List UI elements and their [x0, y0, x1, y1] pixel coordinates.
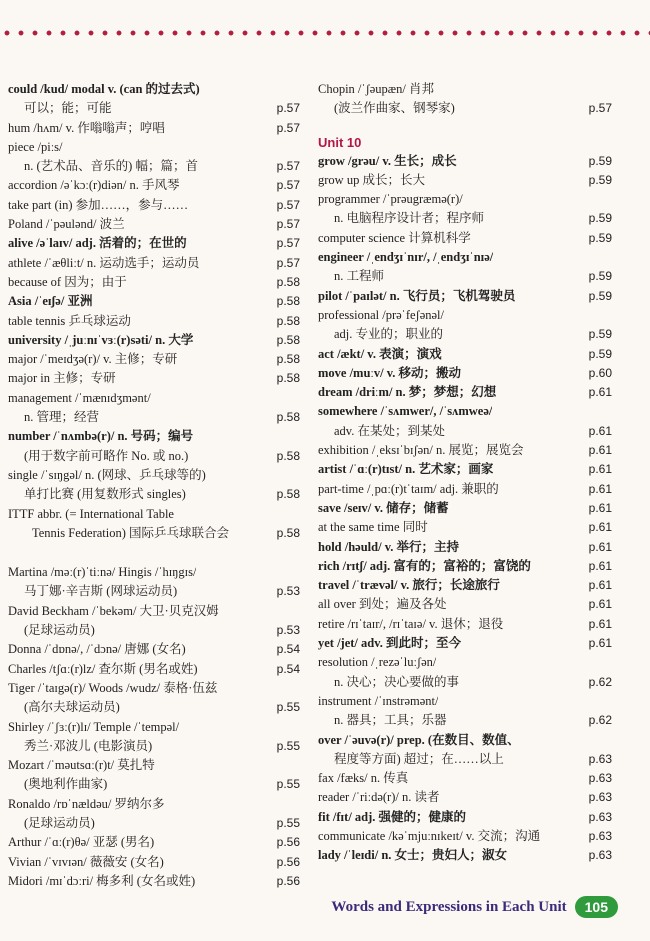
page-reference: p.59: [588, 230, 612, 245]
entry-line: [318, 788, 612, 807]
entry-text: adv. 在某处；到某处: [334, 423, 445, 438]
glossary-entry: [8, 660, 300, 679]
entry-line: [318, 325, 612, 344]
glossary-entry: [318, 827, 612, 846]
page-reference: p.53: [276, 623, 300, 638]
entry-line: [318, 499, 612, 518]
page-reference: p.57: [276, 178, 300, 193]
section-gap: [8, 543, 300, 563]
page-reference: p.61: [588, 385, 612, 400]
entry-text: n. 工程师: [334, 269, 385, 284]
entry-line: [318, 287, 612, 306]
entry-text: because of 因为；由于: [8, 274, 127, 289]
page-reference: p.62: [588, 674, 612, 689]
glossary-entry: [8, 119, 300, 138]
entry-text: reader /ˈriːdə(r)/ n. 读者: [318, 790, 440, 805]
page-reference: p.58: [276, 352, 300, 367]
entry-line: [318, 402, 612, 421]
page-reference: p.59: [588, 346, 612, 361]
entry-line: [8, 369, 300, 388]
entry-text: engineer /ˌendʒɪˈnɪr/, /ˌendʒɪˈnɪə/: [318, 250, 494, 265]
entry-line: [8, 718, 300, 737]
entry-text: n. 管理；经营: [24, 410, 100, 425]
entry-text: grow /grəu/ v. 生长；成长: [318, 153, 457, 168]
entry-line: [318, 267, 612, 286]
page-reference: p.58: [276, 410, 300, 425]
entry-text: (高尔夫球运动员): [24, 700, 120, 715]
glossary-entry: [8, 369, 300, 388]
page-reference: p.61: [588, 597, 612, 612]
glossary-entry: [318, 731, 612, 770]
page-reference: p.57: [276, 255, 300, 270]
page-reference: p.59: [588, 327, 612, 342]
entry-text: Charles /tʃɑː(r)lz/ 查尔斯 (男名或姓): [8, 661, 198, 676]
page-reference: p.54: [276, 642, 300, 657]
entry-text: 程度等方面) 超过；在……以上: [334, 751, 504, 766]
entry-text: lady /ˈleɪdi/ n. 女士；贵妇人；淑女: [318, 848, 508, 863]
page-reference: p.55: [276, 700, 300, 715]
page-reference: p.57: [276, 236, 300, 251]
page-reference: p.61: [588, 558, 612, 573]
right-column: [318, 80, 612, 866]
glossary-entry: [318, 576, 612, 595]
entry-line: [318, 441, 612, 460]
entry-text: piece /piːs/: [8, 139, 63, 154]
glossary-entry: [8, 331, 300, 350]
page-reference: p.58: [276, 313, 300, 328]
glossary-entry: [8, 196, 300, 215]
entry-line: [318, 229, 612, 248]
glossary-entry: [318, 287, 612, 306]
glossary-entry: [8, 505, 300, 544]
page-reference: p.58: [276, 448, 300, 463]
glossary-entry: [318, 846, 612, 865]
entry-line: [318, 518, 612, 537]
entry-text: (足球运动员): [24, 623, 95, 638]
glossary-entry: [318, 557, 612, 576]
page-footer: [298, 896, 618, 918]
glossary-entry: [318, 248, 612, 287]
entry-line: [318, 827, 612, 846]
page-reference: p.61: [588, 636, 612, 651]
entry-line: [8, 737, 300, 756]
entry-line: [8, 273, 300, 292]
entry-line: [8, 853, 300, 872]
entry-line: [8, 331, 300, 350]
glossary-entry: [8, 872, 300, 891]
entry-text: instrument /ˈɪnstrəmənt/: [318, 693, 439, 708]
entry-text: save /seɪv/ v. 储存；储蓄: [318, 500, 449, 515]
entry-text: Arthur /ˈɑː(r)θə/ 亚瑟 (男名): [8, 835, 155, 850]
entry-text: resolution /ˌrezəˈluːʃən/: [318, 655, 437, 670]
unit-heading: Unit 10: [318, 134, 362, 150]
entry-text: computer science 计算机科学: [318, 230, 471, 245]
entry-line: [318, 171, 612, 190]
entry-line: [8, 312, 300, 331]
entry-line: [8, 756, 300, 775]
page-reference: p.57: [276, 197, 300, 212]
entry-text: n. (艺术品、音乐的) 幅；篇；首: [24, 159, 198, 174]
entry-text: Donna /ˈdɒnə/, /ˈdɔnə/ 唐娜 (女名): [8, 642, 186, 657]
page-reference: p.61: [588, 616, 612, 631]
glossary-entry: [318, 480, 612, 499]
entry-line: [8, 582, 300, 601]
entry-line: [8, 119, 300, 138]
entry-line: [8, 157, 300, 176]
entry-text: (奥地利作曲家): [24, 777, 108, 792]
entry-line: [8, 215, 300, 234]
page-reference: p.61: [588, 520, 612, 535]
entry-text: accordion /əˈkɔː(r)diən/ n. 手风琴: [8, 178, 180, 193]
entry-text: professional /prəˈfeʃənəl/: [318, 307, 444, 322]
glossary-entry: [318, 692, 612, 731]
glossary-entry: [318, 518, 612, 537]
glossary-entry: [318, 402, 612, 441]
page-reference: p.55: [276, 815, 300, 830]
glossary-entry: [8, 254, 300, 273]
entry-line: [8, 138, 300, 157]
entry-text: (波兰作曲家、钢琴家): [334, 101, 455, 116]
glossary-entry: [318, 383, 612, 402]
page-reference: p.61: [588, 578, 612, 593]
entry-text: (用于数字前可略作 No. 或 no.): [24, 448, 189, 463]
entry-line: [318, 306, 612, 325]
entry-line: [318, 692, 612, 711]
page-reference: p.56: [276, 873, 300, 888]
entry-line: [318, 769, 612, 788]
entry-text: hum /hʌm/ v. 作嗡嗡声；哼唱: [8, 120, 165, 135]
glossary-entry: [318, 788, 612, 807]
entry-text: 秀兰·邓波儿 (电影演员): [24, 738, 153, 753]
entry-text: table tennis 乒乓球运动: [8, 313, 131, 328]
glossary-entry: [318, 80, 612, 119]
entry-line: [8, 176, 300, 195]
glossary-entry: [318, 499, 612, 518]
entry-text: ITTF abbr. (= International Table: [8, 506, 174, 521]
page-reference: p.54: [276, 661, 300, 676]
page-reference: p.61: [588, 462, 612, 477]
page-reference: p.57: [276, 120, 300, 135]
entry-line: [8, 80, 300, 99]
page-reference: p.58: [276, 371, 300, 386]
entry-text: move /muːv/ v. 移动；搬动: [318, 365, 462, 380]
glossary-entry: [318, 595, 612, 614]
entry-line: [318, 711, 612, 730]
glossary-entry: [8, 215, 300, 234]
entry-text: management /ˈmænɪdʒmənt/: [8, 390, 151, 405]
entry-text: over /ˈəuvə(r)/ prep. (在数目、数值、: [318, 732, 520, 747]
entry-text: Poland /ˈpəulənd/ 波兰: [8, 217, 125, 232]
entry-line: [318, 248, 612, 267]
entry-text: Mozart /ˈməutsɑː(r)t/ 莫扎特: [8, 758, 155, 773]
entry-line: [8, 350, 300, 369]
glossary-entry: [318, 808, 612, 827]
page-reference: p.63: [588, 848, 612, 863]
entry-line: [8, 833, 300, 852]
glossary-entry: [8, 466, 300, 505]
glossary-entry: [318, 190, 612, 229]
glossary-entry: [8, 795, 300, 834]
entry-line: [318, 576, 612, 595]
entry-text: Asia /ˈeɪʃə/ 亚洲: [8, 294, 93, 309]
entry-text: communicate /kəˈmjuːnɪkeɪt/ v. 交流；沟通: [318, 828, 541, 843]
entry-text: Midori /mɪˈdɔːri/ 梅多利 (女名或姓): [8, 873, 196, 888]
entry-text: 马丁娜·辛吉斯 (网球运动员): [24, 584, 178, 599]
glossary-entry: [8, 80, 300, 119]
entry-line: [318, 808, 612, 827]
entry-line: [318, 634, 612, 653]
entry-line: [318, 383, 612, 402]
entry-text: athlete /ˈæθliːt/ n. 运动选手；运动员: [8, 255, 200, 270]
left-column: [8, 80, 300, 891]
entry-text: grow up 成长；长大: [318, 172, 425, 187]
page-reference: p.63: [588, 828, 612, 843]
page-reference: p.61: [588, 481, 612, 496]
glossary-entry: [318, 538, 612, 557]
glossary-entry: [8, 853, 300, 872]
page-reference: p.58: [276, 332, 300, 347]
entry-text: alive /əˈlaɪv/ adj. 活着的；在世的: [8, 236, 187, 251]
entry-text: (足球运动员): [24, 815, 95, 830]
page-reference: p.63: [588, 751, 612, 766]
entry-text: Martina /məː(r)ˈtiːnə/ Hingis /ˈhɪŋgɪs/: [8, 565, 197, 580]
entry-line: [318, 538, 612, 557]
page-reference: p.59: [588, 269, 612, 284]
entry-text: Chopin /ˈʃəupæn/ 肖邦: [318, 82, 434, 96]
entry-line: [8, 524, 300, 543]
entry-line: [318, 846, 612, 865]
entry-line: [8, 389, 300, 408]
page-reference: p.61: [588, 443, 612, 458]
entry-text: dream /driːm/ n. 梦；梦想；幻想: [318, 385, 497, 400]
glossary-entry: [8, 350, 300, 369]
page-reference: p.61: [588, 539, 612, 554]
glossary-entry: [8, 602, 300, 641]
page-reference: p.53: [276, 584, 300, 599]
entry-text: programmer /ˈprəugræmə(r)/: [318, 192, 463, 207]
entry-text: fit /fɪt/ adj. 强健的；健康的: [318, 809, 467, 824]
page-reference: p.63: [588, 809, 612, 824]
entry-line: [8, 775, 300, 794]
entry-text: hold /həuld/ v. 举行；主持: [318, 539, 460, 554]
entry-line: [8, 447, 300, 466]
entry-line: [318, 460, 612, 479]
entry-text: exhibition /ˌeksɪˈbɪʃən/ n. 展览；展览会: [318, 443, 524, 458]
page-reference: p.60: [588, 365, 612, 380]
entry-text: could /kud/ modal v. (can 的过去式): [8, 82, 200, 96]
entry-line: [318, 364, 612, 383]
entry-line: [8, 466, 300, 485]
entry-text: yet /jet/ adv. 到此时；至今: [318, 636, 462, 651]
entry-text: number /ˈnʌmbə(r)/ n. 号码；编号: [8, 429, 194, 444]
page-reference: p.61: [588, 423, 612, 438]
entry-text: Ronaldo /rɒˈnældəu/ 罗纳尔多: [8, 796, 165, 811]
entry-text: part-time /ˌpɑː(r)tˈtaɪm/ adj. 兼职的: [318, 481, 499, 496]
page-reference: p.62: [588, 713, 612, 728]
entry-line: [8, 563, 300, 582]
glossary-entry: [8, 640, 300, 659]
glossary-entry: [8, 176, 300, 195]
page-reference: p.58: [276, 525, 300, 540]
entry-text: n. 决心；决心要做的事: [334, 674, 460, 689]
glossary-entry: [8, 563, 300, 602]
entry-line: [8, 254, 300, 273]
entry-text: rich /rɪtʃ/ adj. 富有的；富裕的；富饶的: [318, 558, 531, 573]
glossary-entry: [8, 718, 300, 757]
entry-line: [8, 602, 300, 621]
entry-line: [318, 731, 612, 750]
entry-text: adj. 专业的；职业的: [334, 327, 444, 342]
entry-text: artist /ˈɑː(r)tɪst/ n. 艺术家；画家: [318, 462, 494, 477]
entry-text: n. 电脑程序设计者；程序师: [334, 211, 485, 226]
glossary-entry: [8, 679, 300, 718]
entry-text: 单打比赛 (用复数形式 singles): [24, 487, 186, 502]
glossary-entry: [8, 756, 300, 795]
entry-line: [8, 196, 300, 215]
entry-line: [318, 595, 612, 614]
page-reference: p.56: [276, 835, 300, 850]
entry-line: [318, 80, 612, 99]
entry-line: [318, 190, 612, 209]
entry-line: [8, 814, 300, 833]
decorative-dot-border: [0, 30, 650, 36]
entry-line: [318, 480, 612, 499]
entry-text: somewhere /ˈsʌmwer/, /ˈsʌmweə/: [318, 404, 493, 419]
page-reference: p.58: [276, 274, 300, 289]
glossary-entry: [318, 306, 612, 345]
page-reference: p.55: [276, 738, 300, 753]
entry-text: fax /fæks/ n. 传真: [318, 771, 409, 786]
entry-line: [8, 679, 300, 698]
glossary-entry: [318, 653, 612, 692]
entry-text: n. 器具；工具；乐器: [334, 713, 447, 728]
glossary-entry: [318, 364, 612, 383]
glossary-entry: [318, 229, 612, 248]
entry-text: Shirley /ˈʃɜː(r)lɪ/ Temple /ˈtempəl/: [8, 719, 180, 734]
entry-text: at the same time 同时: [318, 520, 428, 535]
entry-line: [318, 557, 612, 576]
entry-line: [8, 485, 300, 504]
glossary-entry: [8, 389, 300, 428]
page-reference: p.57: [588, 101, 612, 116]
entry-text: 可以；能；可能: [24, 101, 112, 116]
entry-text: travel /ˈtrævəl/ v. 旅行；长途旅行: [318, 578, 500, 593]
glossary-entry: [8, 427, 300, 466]
glossary-entry: [8, 312, 300, 331]
glossary-entry: [8, 234, 300, 253]
glossary-entry: [318, 460, 612, 479]
entry-line: [8, 698, 300, 717]
entry-line: [318, 422, 612, 441]
page-reference: p.59: [588, 153, 612, 168]
page-reference: p.61: [588, 500, 612, 515]
glossary-entry: [318, 152, 612, 171]
entry-line: [318, 750, 612, 769]
entry-line: [318, 99, 612, 118]
entry-line: [8, 621, 300, 640]
glossary-entry: [8, 833, 300, 852]
entry-text: major in 主修；专研: [8, 371, 116, 386]
entry-line: [318, 152, 612, 171]
entry-text: David Beckham /ˈbekəm/ 大卫·贝克汉姆: [8, 603, 219, 618]
glossary-entry: [318, 345, 612, 364]
glossary-entry: [318, 634, 612, 653]
entry-line: [318, 209, 612, 228]
page-reference: p.63: [588, 790, 612, 805]
page-reference: p.56: [276, 854, 300, 869]
entry-line: [318, 615, 612, 634]
entry-line: [318, 653, 612, 672]
glossary-entry: [8, 138, 300, 177]
entry-text: single /ˈsɪŋgəl/ n. (网球、乒乓球等的): [8, 467, 206, 482]
entry-text: major /ˈmeɪdʒə(r)/ v. 主修；专研: [8, 352, 178, 367]
page-reference: p.57: [276, 217, 300, 232]
entry-text: Vivian /ˈvɪvɪən/ 薇薇安 (女名): [8, 854, 164, 869]
entry-line: [8, 872, 300, 891]
page-reference: p.63: [588, 771, 612, 786]
entry-line: [8, 234, 300, 253]
entry-text: take part (in) 参加……，参与……: [8, 197, 189, 212]
entry-text: Tennis Federation) 国际乒乓球联合会: [32, 525, 230, 540]
entry-line: [8, 427, 300, 446]
page-reference: p.59: [588, 211, 612, 226]
entry-line: [8, 505, 300, 524]
entry-line: [318, 673, 612, 692]
entry-line: [8, 640, 300, 659]
entry-line: [8, 795, 300, 814]
entry-text: act /ækt/ v. 表演；演戏: [318, 346, 442, 361]
glossary-entry: [8, 292, 300, 311]
entry-text: Tiger /ˈtaɪgə(r)/ Woods /wudz/ 泰格·伍兹: [8, 680, 218, 695]
page-number-badge: 105: [575, 896, 618, 918]
entry-line: [318, 345, 612, 364]
page-reference: p.58: [276, 294, 300, 309]
page-reference: p.57: [276, 101, 300, 116]
entry-line: [8, 408, 300, 427]
glossary-entry: [318, 441, 612, 460]
page-reference: p.59: [588, 288, 612, 303]
glossary-entry: [8, 273, 300, 292]
glossary-entry: [318, 769, 612, 788]
glossary-entry: [318, 171, 612, 190]
entry-text: pilot /ˈpaɪlət/ n. 飞行员；飞机驾驶员: [318, 288, 516, 303]
footer-title: Words and Expressions in Each Unit: [331, 898, 567, 915]
entry-line: [8, 292, 300, 311]
entry-text: all over 到处；遍及各处: [318, 597, 447, 612]
entry-line: [8, 99, 300, 118]
entry-line: [8, 660, 300, 679]
entry-text: university /ˌjuːnɪˈvɜː(r)səti/ n. 大学: [8, 332, 194, 347]
page-reference: p.58: [276, 487, 300, 502]
glossary-entry: [318, 615, 612, 634]
page-reference: p.59: [588, 172, 612, 187]
page-reference: p.55: [276, 777, 300, 792]
page-reference: p.57: [276, 159, 300, 174]
entry-text: retire /rɪˈtaɪr/, /rɪˈtaɪə/ v. 退休；退役: [318, 616, 504, 631]
